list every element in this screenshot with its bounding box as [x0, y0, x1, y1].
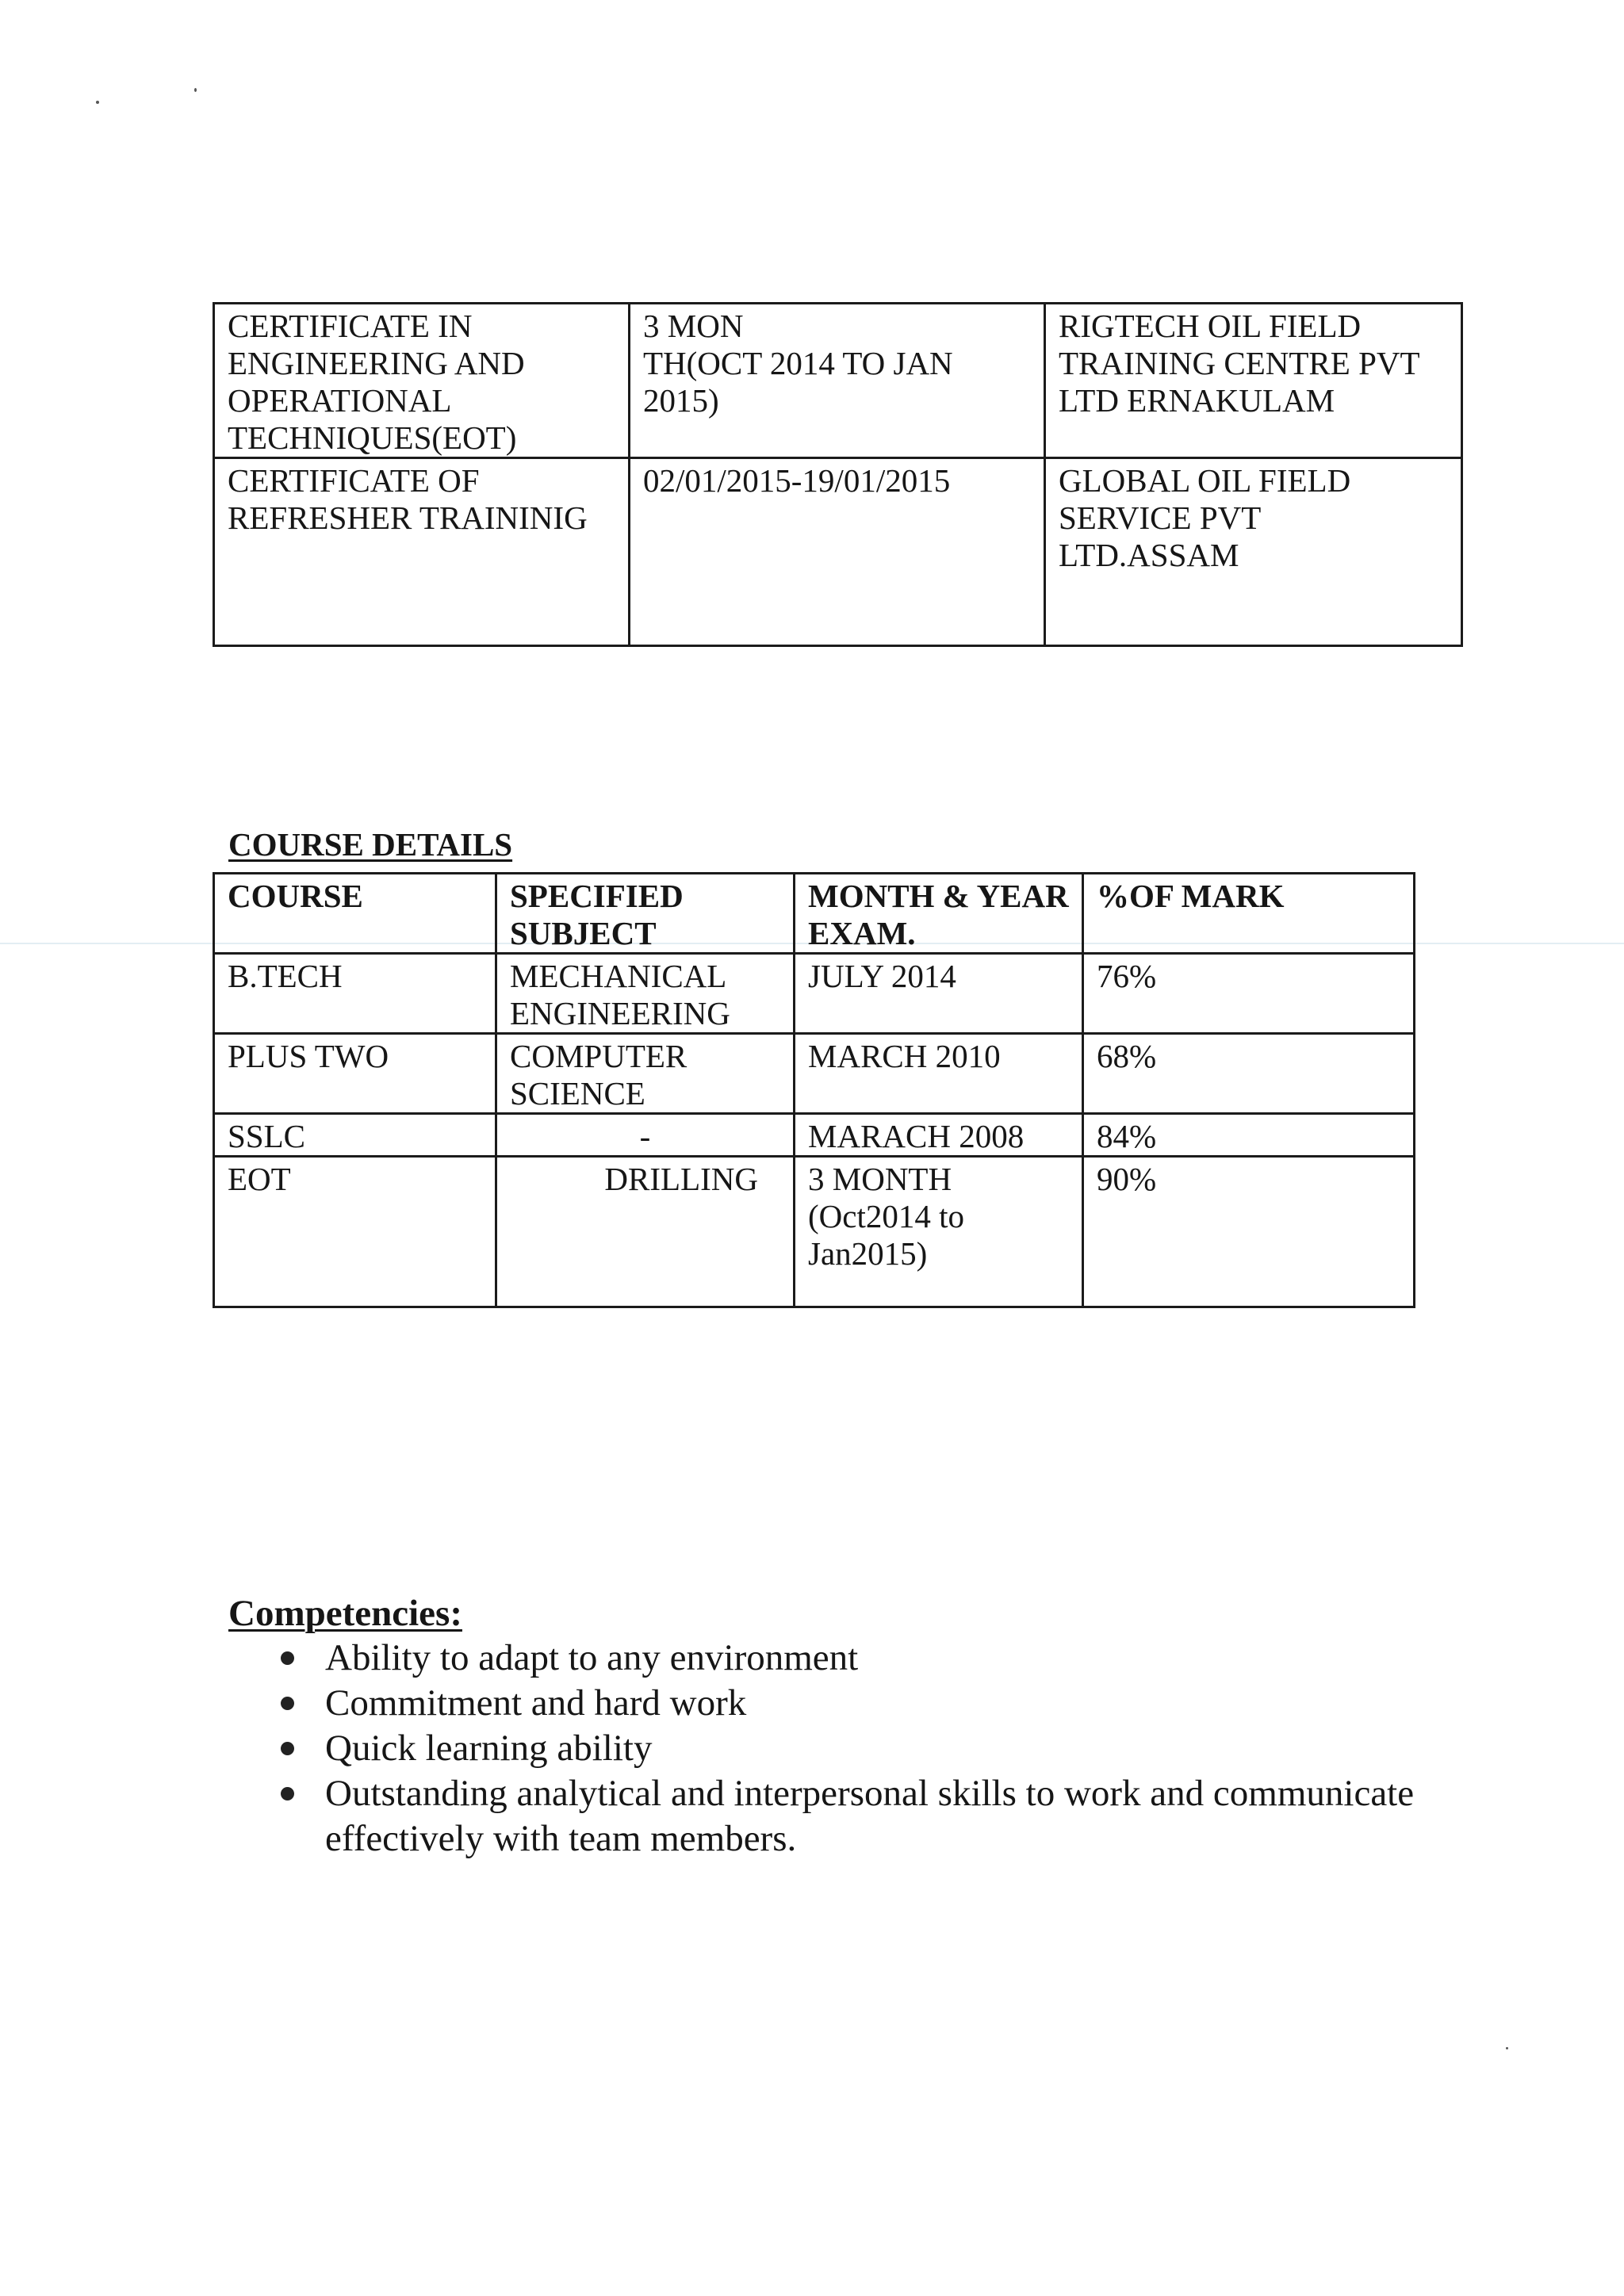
cell-line: JULY 2014: [808, 958, 956, 994]
list-item-line: Commitment and hard work: [325, 1682, 747, 1724]
exam-cell: [795, 1034, 1083, 1114]
table-row: [214, 954, 1415, 1034]
list-item: [228, 1681, 1465, 1726]
list-item-line: Ability to adapt to any environment: [325, 1637, 859, 1678]
cell-line: LTD.ASSAM: [1059, 537, 1239, 573]
bullet-icon: [281, 1651, 294, 1665]
cell-line: 3 MON: [643, 308, 744, 344]
certificate-institute-cell: [1045, 304, 1462, 458]
column-header-subject: [496, 874, 795, 954]
mark-cell: 84%: [1083, 1114, 1415, 1157]
exam-cell: [795, 1114, 1083, 1157]
list-item-line: effectively with team members.: [325, 1818, 797, 1859]
mark-cell: 68%: [1083, 1034, 1415, 1114]
cell-line: LTD ERNAKULAM: [1059, 382, 1335, 419]
column-header-mark: %OF MARK: [1083, 874, 1415, 954]
cell-line: COMPUTER: [510, 1038, 688, 1074]
table-row: [214, 1114, 1415, 1157]
mark-cell: 90%: [1083, 1157, 1415, 1307]
cell-line: SCIENCE: [510, 1075, 645, 1112]
list-item-line: Quick learning ability: [325, 1728, 653, 1769]
table-row: [214, 1157, 1415, 1307]
competencies-title: Competencies:: [228, 1593, 462, 1634]
cell-line: 3 MONTH: [808, 1161, 952, 1197]
course-details-title: COURSE DETAILS: [228, 826, 513, 863]
subject-cell: [496, 1034, 795, 1114]
certificates-table: [213, 302, 1463, 647]
course-details-table: [213, 872, 1415, 1308]
cell-line: GLOBAL OIL FIELD: [1059, 462, 1351, 499]
scan-speck: [1506, 2047, 1508, 2049]
cell-line: CERTIFICATE IN: [228, 308, 473, 344]
scan-speck: [96, 101, 99, 104]
list-item: [228, 1726, 1465, 1771]
cell-line: Jan2015): [808, 1235, 928, 1272]
course-cell: PLUS TWO: [214, 1034, 496, 1114]
table-row: [214, 304, 1462, 458]
subject-cell: [496, 1114, 795, 1157]
cell-line: ENGINEERING AND: [228, 345, 525, 381]
cell-line: SUBJECT: [510, 915, 657, 951]
cell-line: CERTIFICATE OF: [228, 462, 480, 499]
table-header-row: [214, 874, 1415, 954]
certificate-name-cell: [214, 458, 630, 646]
exam-cell: [795, 1157, 1083, 1307]
cell-line: MARCH 2010: [808, 1038, 1001, 1074]
bullet-icon: [281, 1742, 294, 1755]
cell-line: EXAM.: [808, 915, 916, 951]
cell-line: MONTH & YEAR: [808, 878, 1069, 914]
bullet-icon: [281, 1697, 294, 1710]
course-cell: SSLC: [214, 1114, 496, 1157]
cell-line: TH(OCT 2014 TO JAN: [643, 345, 953, 381]
cell-line: SPECIFIED: [510, 878, 684, 914]
cell-line: 2015): [643, 382, 719, 419]
cell-line: OPERATIONAL: [228, 382, 452, 419]
certificate-institute-cell: [1045, 458, 1462, 646]
bullet-icon: [281, 1787, 294, 1800]
column-header-course: COURSE: [214, 874, 496, 954]
list-item-line: Outstanding analytical and interpersonal skills to work and communicate: [325, 1773, 1415, 1814]
competencies-list: [228, 1636, 1465, 1862]
cell-line: 02/01/2015-19/01/2015: [643, 462, 951, 499]
mark-cell: 76%: [1083, 954, 1415, 1034]
table-row: [214, 1034, 1415, 1114]
subject-cell: [496, 1157, 795, 1307]
cell-line: TECHNIQUES(EOT): [228, 419, 517, 456]
cell-line: REFRESHER TRAININIG: [228, 499, 588, 536]
cell-line: ENGINEERING: [510, 995, 730, 1031]
certificate-duration-cell: [630, 458, 1045, 646]
cell-line: MARACH 2008: [808, 1118, 1025, 1154]
subject-cell: [496, 954, 795, 1034]
cell-line: SERVICE PVT: [1059, 499, 1262, 536]
table-row: [214, 458, 1462, 646]
cell-line: MECHANICAL: [510, 958, 727, 994]
list-item: [228, 1636, 1465, 1681]
column-header-exam: [795, 874, 1083, 954]
course-cell: EOT: [214, 1157, 496, 1307]
scan-speck: [194, 88, 197, 92]
exam-cell: [795, 954, 1083, 1034]
cell-line: RIGTECH OIL FIELD: [1059, 308, 1362, 344]
certificate-name-cell: [214, 304, 630, 458]
course-cell: B.TECH: [214, 954, 496, 1034]
cell-line: (Oct2014 to: [808, 1198, 964, 1234]
list-item: [228, 1771, 1465, 1862]
cell-line: -: [639, 1118, 651, 1154]
cell-line: TRAINING CENTRE PVT: [1059, 345, 1420, 381]
certificate-duration-cell: [630, 304, 1045, 458]
cell-line: DRILLING: [604, 1161, 758, 1197]
